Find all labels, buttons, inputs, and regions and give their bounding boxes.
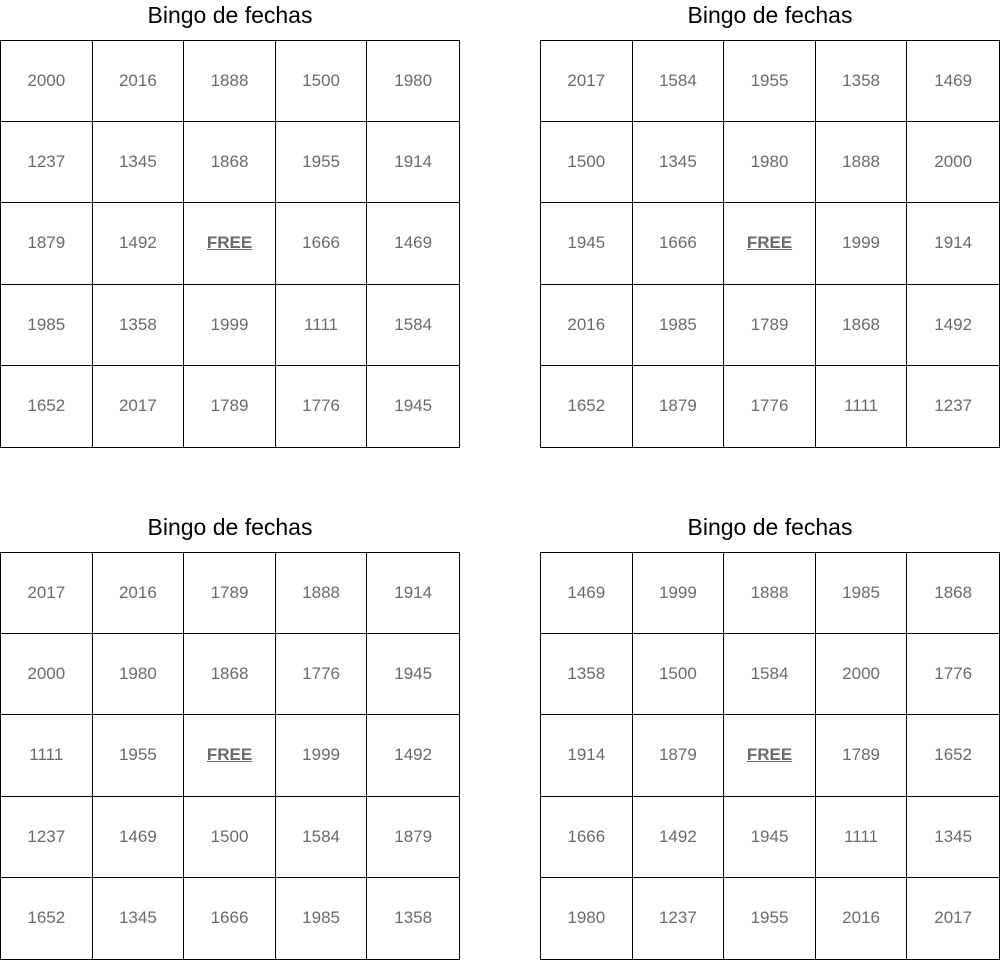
bingo-cell: 1945 [541,203,633,284]
bingo-cell: 2017 [541,41,633,122]
bingo-cell: 1955 [724,41,816,122]
bingo-cell: 1888 [276,553,368,634]
bingo-cell: 1776 [276,634,368,715]
bingo-cell: 1469 [367,203,459,284]
free-cell: FREE [724,203,816,284]
bingo-cell: 1358 [541,634,633,715]
bingo-cell: 1500 [276,41,368,122]
bingo-cell: 1945 [367,634,459,715]
bingo-cell: 1789 [184,366,276,447]
bingo-cell: 1500 [184,797,276,878]
bingo-cell: 1945 [394,396,433,416]
bingo-cell: 1879 [367,797,459,878]
bingo-cell: 1980 [93,634,185,715]
bingo-cell: 2017 [934,908,973,928]
bingo-cell: 1492 [907,285,999,366]
bingo-cell: 1879 [633,715,725,796]
bingo-cell: 2016 [541,285,633,366]
bingo-cell: 1985 [1,285,93,366]
free-cell: FREE [724,715,816,796]
bingo-grid [0,552,460,960]
bingo-cell: 1500 [541,122,633,203]
bingo-cell: 1985 [816,553,908,634]
bingo-cell: 1652 [541,366,633,447]
bingo-cell: 1345 [907,797,999,878]
bingo-cell: 2000 [1,634,93,715]
bingo-cell: 1666 [276,203,368,284]
card-title: Bingo de fechas [687,514,853,540]
bingo-cell: 1985 [276,878,368,959]
bingo-cell: 1666 [633,203,725,284]
free-cell: FREE [184,715,276,796]
bingo-cell: 1980 [367,41,459,122]
bingo-cell: 1584 [724,634,816,715]
bingo-cell: 1345 [93,122,185,203]
bingo-cell: 1469 [907,41,999,122]
bingo-cell: 1789 [816,715,908,796]
bingo-cell: 1776 [276,366,368,447]
bingo-cell: 1652 [907,715,999,796]
bingo-cell: 2016 [816,878,908,959]
card-title: Bingo de fechas [147,2,313,28]
bingo-cell: 1666 [541,797,633,878]
bingo-cell: 1111 [276,285,368,366]
bingo-grid [540,552,1000,960]
bingo-cell: 1652 [1,366,93,447]
bingo-cell: 1980 [541,878,633,959]
bingo-cell: 1980 [724,122,816,203]
bingo-cell: 1789 [724,285,816,366]
bingo-cell: 2017 [93,366,185,447]
bingo-cell: 1879 [1,203,93,284]
bingo-cell: 1237 [934,396,973,416]
bingo-cell: 1789 [184,553,276,634]
bingo-cell: 1868 [907,553,999,634]
bingo-cell: 1469 [541,553,633,634]
bingo-cell: 1868 [184,634,276,715]
bingo-grid [0,40,460,448]
bingo-cell: 1888 [816,122,908,203]
bingo-cell: 2016 [93,553,185,634]
bingo-cell: 1955 [724,878,816,959]
bingo-cell: 1358 [394,908,433,928]
free-cell: FREE [184,203,276,284]
bingo-cell: 1492 [633,797,725,878]
bingo-cell: 2016 [93,41,185,122]
bingo-cell: 1914 [907,203,999,284]
bingo-cell: 1888 [724,553,816,634]
card-title: Bingo de fechas [687,2,853,28]
bingo-cell: 2000 [1,41,93,122]
bingo-cell: 1500 [633,634,725,715]
bingo-cell: 1358 [93,285,185,366]
bingo-cell: 1879 [633,366,725,447]
bingo-cell: 1999 [633,553,725,634]
bingo-cell: 1345 [93,878,185,959]
bingo-cell: 1111 [1,715,93,796]
bingo-cell: 1111 [816,366,908,447]
bingo-cell: 1776 [724,366,816,447]
bingo-cell: 1999 [816,203,908,284]
bingo-cell: 1666 [184,878,276,959]
bingo-grid [540,40,1000,448]
bingo-cell: 1237 [1,122,93,203]
bingo-cell: 1914 [367,122,459,203]
bingo-cell: 1492 [93,203,185,284]
bingo-cell: 1888 [184,41,276,122]
bingo-cell: 1955 [276,122,368,203]
bingo-cell: 1985 [633,285,725,366]
bingo-cell: 2000 [816,634,908,715]
bingo-cell: 1584 [367,285,459,366]
card-title: Bingo de fechas [147,514,313,540]
bingo-cell: 1868 [184,122,276,203]
bingo-cell: 1237 [633,878,725,959]
bingo-cell: 1584 [276,797,368,878]
bingo-cell: 1237 [1,797,93,878]
bingo-cell: 1492 [367,715,459,796]
bingo-cell: 1868 [816,285,908,366]
bingo-cell: 1999 [276,715,368,796]
bingo-cell: 1345 [633,122,725,203]
bingo-cell: 1914 [541,715,633,796]
bingo-cell: 1652 [1,878,93,959]
bingo-cell: 1999 [184,285,276,366]
bingo-cell: 1358 [816,41,908,122]
bingo-cell: 1469 [93,797,185,878]
bingo-cell: 1945 [724,797,816,878]
bingo-cell: 1776 [907,634,999,715]
bingo-cell: 2000 [907,122,999,203]
bingo-cell: 2017 [1,553,93,634]
bingo-cell: 1584 [633,41,725,122]
bingo-cell: 1914 [367,553,459,634]
bingo-cell: 1111 [816,797,908,878]
bingo-cell: 1955 [93,715,185,796]
